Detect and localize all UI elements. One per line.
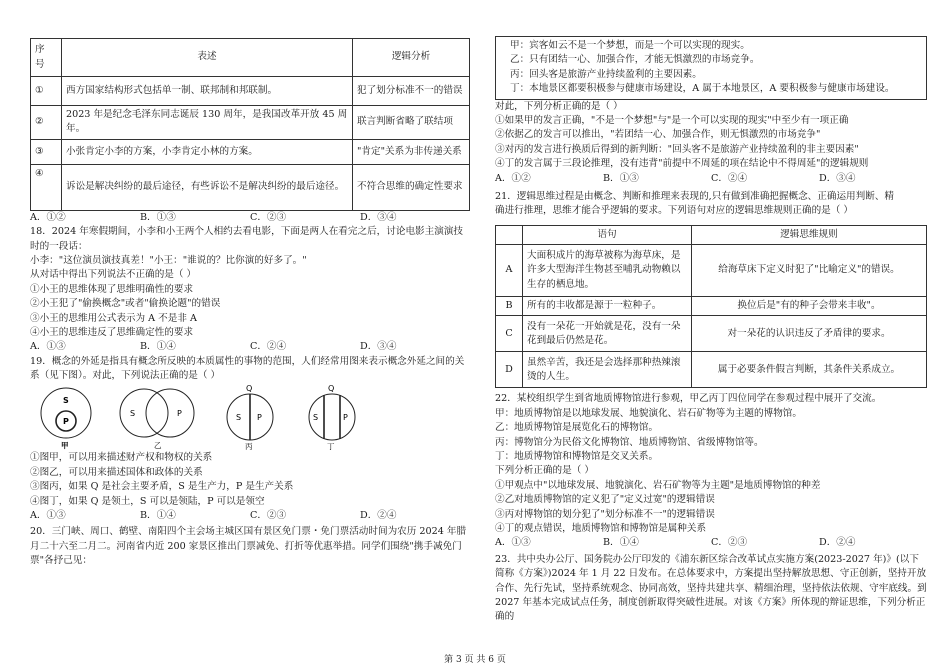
row-sentence: 没有一朵花一开始就是花，没有一朵花到最后仍然是花。 xyxy=(523,316,692,352)
row-label: C xyxy=(496,316,523,352)
diagram-yi-p-label: P xyxy=(177,409,182,419)
row-statement: 小张肯定小李的方案，小李肯定小林的方案。 xyxy=(62,139,353,164)
option-a[interactable]: A．①③ xyxy=(30,341,66,353)
diagram-ding-p-label: P xyxy=(343,413,348,423)
header-blank xyxy=(496,225,523,244)
diagram-bing-p-label: P xyxy=(257,413,262,423)
q20-dialog-line: 丙：回头客是旅游产业持续盈利的主要因素。 xyxy=(510,68,702,80)
table-row xyxy=(31,164,470,210)
header-sentence: 语句 xyxy=(523,225,692,244)
q22-line: ①甲观点中"以地球发展、地貌演化、岩石矿物等为主题"是地质博物馆的种差 xyxy=(495,479,821,491)
right-column xyxy=(495,0,927,623)
page-footer: 第 3 页 共 6 页 xyxy=(444,654,506,665)
option-d[interactable]: D．③④ xyxy=(360,211,397,223)
q20-after-line: 对此，下列分析正确的是（ ） xyxy=(495,100,623,112)
diagram-jia-p-label: P xyxy=(63,417,69,427)
question-21 xyxy=(495,190,927,389)
question-22 xyxy=(495,392,927,550)
q20-after-line: ①如果甲的发言正确，"不是一个梦想"与"是一个可以实现的现实"中至少有一项正确 xyxy=(495,114,849,126)
row-analysis: 犯了划分标准不一的错误 xyxy=(353,77,470,106)
diagram-yi-left-circle xyxy=(120,389,168,437)
q19-line: 19．概念的外延是指具有概念所反映的本质属性的事物的范围，人们经常用图来表示概念外延之间的关 xyxy=(30,355,465,367)
table-row xyxy=(31,77,470,106)
q20-line: 票"各抒己见： xyxy=(30,555,92,567)
row-no: ② xyxy=(31,106,62,140)
option-d[interactable]: D．③④ xyxy=(360,341,397,353)
option-b[interactable]: B．①③ xyxy=(140,211,176,223)
diagram-yi-right-circle xyxy=(146,389,194,437)
q19-line: 系（见下图）。对此，下列说法正确的是（ ） xyxy=(30,370,221,382)
q22-line: 乙：地质博物馆是展览化石的博物馆。 xyxy=(495,422,659,434)
option-a[interactable]: A．①③ xyxy=(495,537,531,549)
q22-line: 22．某校组织学生到省地质博物馆进行参观，甲乙丙丁四位同学在参观过程中展开了交流。 xyxy=(495,393,882,405)
row-rule: 换位后是"有的种子会带来丰收"。 xyxy=(692,297,927,316)
diagram-bing-s-label: S xyxy=(236,413,242,423)
header-no: 序 号 xyxy=(31,39,62,77)
table-row xyxy=(496,245,927,297)
q20-after-line: ②依据乙的发言可以推出，"若团结一心、加强合作，则无惧激烈的市场竞争" xyxy=(495,129,821,141)
row-rule: 给海草床下定义时犯了"比喻定义"的错误。 xyxy=(692,245,927,297)
row-label: A xyxy=(496,245,523,297)
q20-dialog-line: 丁：本地景区都要积极参与健康市场建设，A 属于本地景区，A 要积极参与健康市场建设。 xyxy=(510,83,895,95)
q20-options xyxy=(495,172,927,186)
q18-line: ②小王犯了"偷换概念"或者"偷换论题"的错误 xyxy=(30,298,221,310)
diagram-bing-caption: 丙 xyxy=(245,442,253,452)
option-a[interactable]: A．①② xyxy=(495,172,531,184)
option-b[interactable]: B．①③ xyxy=(603,172,639,184)
option-a[interactable]: A．①② xyxy=(30,211,66,223)
option-c[interactable]: C．②③ xyxy=(250,510,287,522)
q21-line: 21．逻辑思维过程是由概念、判断和推理来表现的,只有做到准确把握概念、正确运用判断、精 xyxy=(495,190,895,202)
q18-line: ③小王的思维用公式表示为 A 不是非 A xyxy=(30,312,197,324)
option-c[interactable]: C．②③ xyxy=(250,211,287,223)
q22-line: ④丁的观点错误，地质博物馆和博物馆是属种关系 xyxy=(495,522,707,534)
q21-table-header xyxy=(496,225,927,244)
row-no: ③ xyxy=(31,139,62,164)
table-row xyxy=(496,316,927,352)
q19-statement: ①图甲，可以用来描述财产权和物权的关系 xyxy=(30,452,213,464)
option-d[interactable]: D．②④ xyxy=(360,510,397,522)
diagram-yi-s-label: S xyxy=(130,409,136,419)
option-b[interactable]: B．①④ xyxy=(603,537,639,549)
q22-line: 丙：博物馆分为民俗文化博物馆、地质博物馆、省级博物馆等。 xyxy=(495,436,764,448)
q22-line: ③丙对博物馆的划分犯了"划分标准不一"的逻辑错误 xyxy=(495,508,715,520)
q18-line: ①小王的思维体现了思维明确性的要求 xyxy=(30,283,194,295)
row-no: ① xyxy=(31,77,62,106)
question-18 xyxy=(30,225,470,355)
q18-options xyxy=(30,340,470,354)
row-label: B xyxy=(496,297,523,316)
diagram-ding-s-label: S xyxy=(313,413,319,423)
q19-options xyxy=(30,509,470,523)
q19-statement: ②图乙，可以用来描述国体和政体的关系 xyxy=(30,466,203,478)
q22-line: ②乙对地质博物馆的定义犯了"定义过宽"的逻辑错误 xyxy=(495,494,715,506)
row-sentence: 虽然辛苦，我还是会选择那种热辣滚烫的人生。 xyxy=(523,352,692,388)
q20-after-line: ③对丙的发言进行换质后得到的新判断："回头客不是旅游产业持续盈利的非主要因素" xyxy=(495,143,859,155)
header-analysis: 逻辑分析 xyxy=(353,39,470,77)
option-d[interactable]: D．②④ xyxy=(819,537,856,549)
question-20-intro xyxy=(30,525,470,568)
row-label: D xyxy=(496,352,523,388)
q22-line: 下列分析正确的是（ ） xyxy=(495,465,594,477)
row-sentence: 大面积成片的海草被称为海草床，是许多大型海洋生物甚至哺乳动物赖以生存的栖息地。 xyxy=(523,245,692,297)
q18-line: ④小王的思维违反了思维确定性的要求 xyxy=(30,326,194,338)
row-rule: 属于必要条件假言判断，其条件关系成立。 xyxy=(692,352,927,388)
option-b[interactable]: B．①④ xyxy=(140,341,176,353)
option-c[interactable]: C．②④ xyxy=(711,172,748,184)
row-analysis: 不符合思维的确定性要求 xyxy=(353,164,470,210)
concept-extension-diagram xyxy=(32,383,372,451)
q20-dialog-line: 乙：只有团结一心、加强合作，才能无惧激烈的市场竞争。 xyxy=(510,54,760,66)
diagram-bing-q-label: Q xyxy=(246,384,253,394)
left-column xyxy=(30,0,470,569)
row-analysis: 联言判断省略了联结项 xyxy=(353,106,470,140)
row-sentence: 所有的丰收都是源于一粒种子。 xyxy=(523,297,692,316)
header-statement: 表述 xyxy=(62,39,353,77)
q22-line: 丁：地质博物馆和博物馆是交叉关系。 xyxy=(495,451,659,463)
option-c[interactable]: C．②④ xyxy=(250,341,287,353)
q20-line: 月二十六至二月二。河南省内近 200 家景区推出门票减免、打折等优惠举措。同学们围绕"携手减免门 xyxy=(30,540,462,552)
row-statement: 西方国家结构形式包括单一制、联邦制和邦联制。 xyxy=(62,77,353,106)
row-statement: 2023 年是纪念毛泽东同志诞辰 130 周年，是我国改革开放 45 周年。 xyxy=(62,106,353,140)
q23-text: 23．共中央办公厅、国务院办公厅印发的《浦东新区综合改革试点实施方案(2023-2027 年)》(以下简称《方案》)2024 年 1 月 22 日发布。在总体要求中，方案提出坚持解放思想、守正创新，坚持开放合作、先行先试，坚持系统观念、协同高效，坚持共建共享、精细治理，坚持依法依规、守牢底线。到 2027 年基本完成试点任务，制度创新取得突破性进展。对该《方案》所体现的辩证思维，下列分析正确的 xyxy=(495,553,927,623)
q22-options xyxy=(495,536,927,550)
q21-line: 确进行推理，思维才能合乎逻辑的要求。下列语句对应的逻辑思维规则正确的是（ ） xyxy=(495,205,854,217)
diagram-yi-caption: 乙 xyxy=(154,441,162,451)
header-rule: 逻辑思维规则 xyxy=(692,225,927,244)
q20-dialog-box xyxy=(495,36,927,100)
question-19 xyxy=(30,355,470,524)
table-row xyxy=(31,139,470,164)
q22-line: 甲：地质博物馆是以地球发展、地貌演化、岩石矿物等为主题的博物馆。 xyxy=(495,407,802,419)
row-analysis: "肯定"关系为非传递关系 xyxy=(353,139,470,164)
diagram-jia-caption: 甲 xyxy=(61,441,69,451)
option-d[interactable]: D．③④ xyxy=(819,172,856,184)
q18-line: 小李："这位演员演技真差！"小王："谁说的？比你演的好多了。" xyxy=(30,254,307,266)
table-row xyxy=(496,297,927,316)
q17-table-header xyxy=(31,39,470,77)
q17-table xyxy=(30,38,470,211)
row-no: ④ xyxy=(31,164,62,210)
diagram-jia-s-label: S xyxy=(63,396,69,406)
q18-line: 18．2024 年寒假期间，小李和小王两个人相约去看电影，下面是两人在看完之后，讨论电影主演演技 xyxy=(30,226,464,238)
q19-statement: ④图丁，如果 Q 是领土，S 可以是领陆，P 可以是领空 xyxy=(30,495,265,507)
option-a[interactable]: A．①③ xyxy=(30,510,66,522)
q20-dialog-line: 甲：宾客如云不是一个梦想，而是一个可以实现的现实。 xyxy=(510,40,750,51)
q21-table xyxy=(495,225,927,389)
table-row xyxy=(496,352,927,388)
q18-line: 时的一段话： xyxy=(30,240,88,252)
q20-after-line: ④丁的发言属于三段论推理，没有违背"前提中不周延的项在结论中不得周延"的逻辑规则 xyxy=(495,158,869,170)
q20-line: 20．三门峡、周口、鹤壁、南阳四个主会场主城区国有景区免门票・免门票活动时间为农历 2024 年腊 xyxy=(30,526,467,538)
option-b[interactable]: B．①④ xyxy=(140,510,176,522)
q18-line: 从对话中得出下列说法不正确的是（ ） xyxy=(30,269,197,281)
q17-options xyxy=(30,211,470,225)
question-23 xyxy=(495,553,927,623)
row-statement: 诉讼是解决纠纷的最后途径，有些诉讼不是解决纠纷的最后途径。 xyxy=(62,164,353,210)
q19-statement: ③图丙，如果 Q 是社会主要矛盾，S 是生产力，P 是生产关系 xyxy=(30,481,294,493)
diagram-ding-q-label: Q xyxy=(328,384,335,394)
option-c[interactable]: C．②③ xyxy=(711,537,748,549)
table-row xyxy=(31,106,470,140)
row-rule: 对一朵花的认识违反了矛盾律的要求。 xyxy=(692,316,927,352)
diagram-ding-caption: 丁 xyxy=(327,442,335,452)
